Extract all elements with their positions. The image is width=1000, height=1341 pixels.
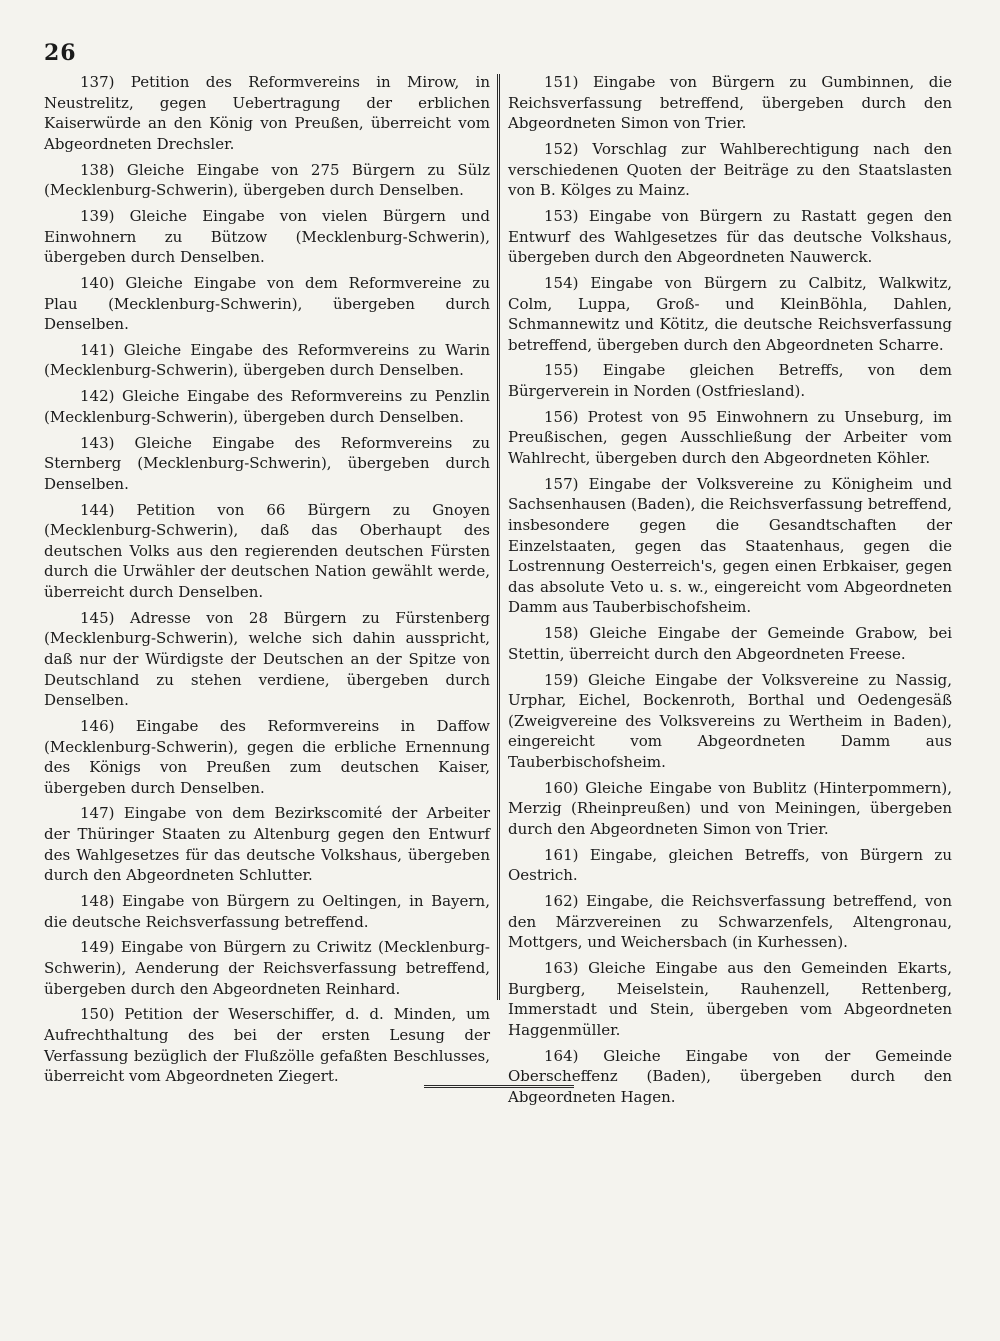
list-item: 154) Eingabe von Bürgern zu Calbitz, Walkwitz, Colm, Luppa, Groß- und KleinBöhla, Dahlen, Schmannewitz und Kötitz, die deutsche Reichsverfassung betreffend, übergeben durch den Abgeordneten Scharre. [508,273,952,354]
list-item: 150) Petition der Weserschiffer, d. d. Minden, um Aufrechthaltung des bei der ersten Lesung der Verfassung bezüglich der Flußzölle gefaßten Beschlusses, überreicht vom Abgeordneten Ziegert. [44,1005,490,1086]
list-item: 163) Gleiche Eingabe aus den Gemeinden Ekarts, Burgberg, Meiselstein, Rauhenzell, Rettenberg, Immerstadt und Stein, übergeben vom Abgeordneten Haggenmüller. [508,959,952,1039]
left-column [44,72,490,1092]
list-item: 142) Gleiche Eingabe des Reformvereins zu Penzlin (Mecklenburg-Schwerin), übergeben durch Denselben. [44,387,490,426]
list-item: 160) Gleiche Eingabe von Bublitz (Hinterpommern), Merzig (Rheinpreußen) und von Meiningen, übergeben durch den Abgeordneten Simon von Trier. [508,778,952,838]
list-item: 155) Eingabe gleichen Betreffs, von dem Bürgerverein in Norden (Ostfriesland). [508,361,952,401]
list-item: 158) Gleiche Eingabe der Gemeinde Grabow, bei Stettin, überreicht durch den Abgeordneten Freese. [508,624,952,663]
right-column [508,72,952,1113]
list-item: 145) Adresse von 28 Bürgern zu Fürstenberg (Mecklenburg-Schwerin), welche sich dahin ausspricht, daß nur der Würdigste der Deutschen an der Spitze von Deutschland zu stehen verdiene, übergeben durch Denselben. [44,608,490,710]
list-item: 138) Gleiche Eingabe von 275 Bürgern zu Sülz (Mecklenburg-Schwerin), übergeben durch Denselben. [44,160,490,200]
list-item: 164) Gleiche Eingabe von der Gemeinde Oberscheffenz (Baden), übergeben durch den Abgeordneten Hagen. [508,1046,952,1106]
footer-rule [424,1085,574,1088]
list-item: 151) Eingabe von Bürgern zu Gumbinnen, die Reichsverfassung betreffend, übergeben durch den Abgeordneten Simon von Trier. [508,73,952,133]
list-item: 162) Eingabe, die Reichsverfassung betreffend, von den Märzvereinen zu Schwarzenfels, Altengronau, Mottgers, und Weichersbach (in Kurhessen). [508,892,952,952]
list-item: 141) Gleiche Eingabe des Reformvereins zu Warin (Mecklenburg-Schwerin), übergeben durch Denselben. [44,340,490,380]
list-item: 159) Gleiche Eingabe der Volksvereine zu Nassig, Urphar, Eichel, Bockenroth, Borthal und Oedengesäß (Zweigvereine des Volksvereins zu Wertheim in Baden), eingereicht vom Abgeordneten Damm aus Tauberbischofsheim. [508,670,952,771]
column-divider [497,74,500,1000]
list-item: 140) Gleiche Eingabe von dem Reformvereine zu Plau (Mecklenburg-Schwerin), übergeben durch Denselben. [44,273,490,334]
list-item: 156) Protest von 95 Einwohnern zu Unseburg, im Preußischen, gegen Ausschließung der Arbeiter vom Wahlrecht, übergeben durch den Abgeordneten Köhler. [508,407,952,468]
list-item: 137) Petition des Reformvereins in Mirow, in Neustrelitz, gegen Uebertragung der erblichen Kaiserwürde an den König von Preußen, überreicht vom Abgeordneten Drechsler. [44,73,490,153]
list-item: 161) Eingabe, gleichen Betreffs, von Bürgern zu Oestrich. [508,845,952,885]
page-number: 26 [44,40,77,66]
list-item: 149) Eingabe von Bürgern zu Criwitz (Mecklenburg-Schwerin), Aenderung der Reichsverfassung betreffend, übergeben durch den Abgeordneten Reinhard. [44,938,490,998]
list-item: 139) Gleiche Eingabe von vielen Bürgern und Einwohnern zu Bützow (Mecklenburg-Schwerin), übergeben durch Denselben. [44,206,490,267]
list-item: 146) Eingabe des Reformvereins in Daffow (Mecklenburg-Schwerin), gegen die erbliche Ernennung des Königs von Preußen zum deutschen Kaiser, übergeben durch Denselben. [44,716,490,797]
list-item: 152) Vorschlag zur Wahlberechtigung nach den verschiedenen Quoten der Beiträge zu den Staatslasten von B. Kölges zu Mainz. [508,139,952,200]
list-item: 143) Gleiche Eingabe des Reformvereins zu Sternberg (Mecklenburg-Schwerin), übergeben durch Denselben. [44,433,490,493]
list-item: 144) Petition von 66 Bürgern zu Gnoyen (Mecklenburg-Schwerin), daß das Oberhaupt des deutschen Volks aus den regierenden deutschen Fürsten durch die Urwähler der deutschen Nation gewählt werde, überreicht durch Denselben. [44,500,490,601]
list-item: 148) Eingabe von Bürgern zu Oeltingen, in Bayern, die deutsche Reichsverfassung betreffend. [44,892,490,931]
list-item: 153) Eingabe von Bürgern zu Rastatt gegen den Entwurf des Wahlgesetzes für das deutsche Volkshaus, übergeben durch den Abgeordneten Nauwerck. [508,206,952,267]
list-item: 147) Eingabe von dem Bezirkscomité der Arbeiter der Thüringer Staaten zu Altenburg gegen den Entwurf des Wahlgesetzes für das deutsche Volkshaus, übergeben durch den Abgeordneten Schlutter. [44,804,490,885]
list-item: 157) Eingabe der Volksvereine zu Königheim und Sachsenhausen (Baden), die Reichsverfassung betreffend, insbesondere gegen die Gesandtschaften der Einzelstaaten, gegen das Staatenhaus, gegen die Lostrennung Oesterreich's, gegen einen Erbkaiser, gegen das absolute Veto u. s. w., eingereicht vom Abgeordneten Damm aus Tauberbischofsheim. [508,474,952,617]
